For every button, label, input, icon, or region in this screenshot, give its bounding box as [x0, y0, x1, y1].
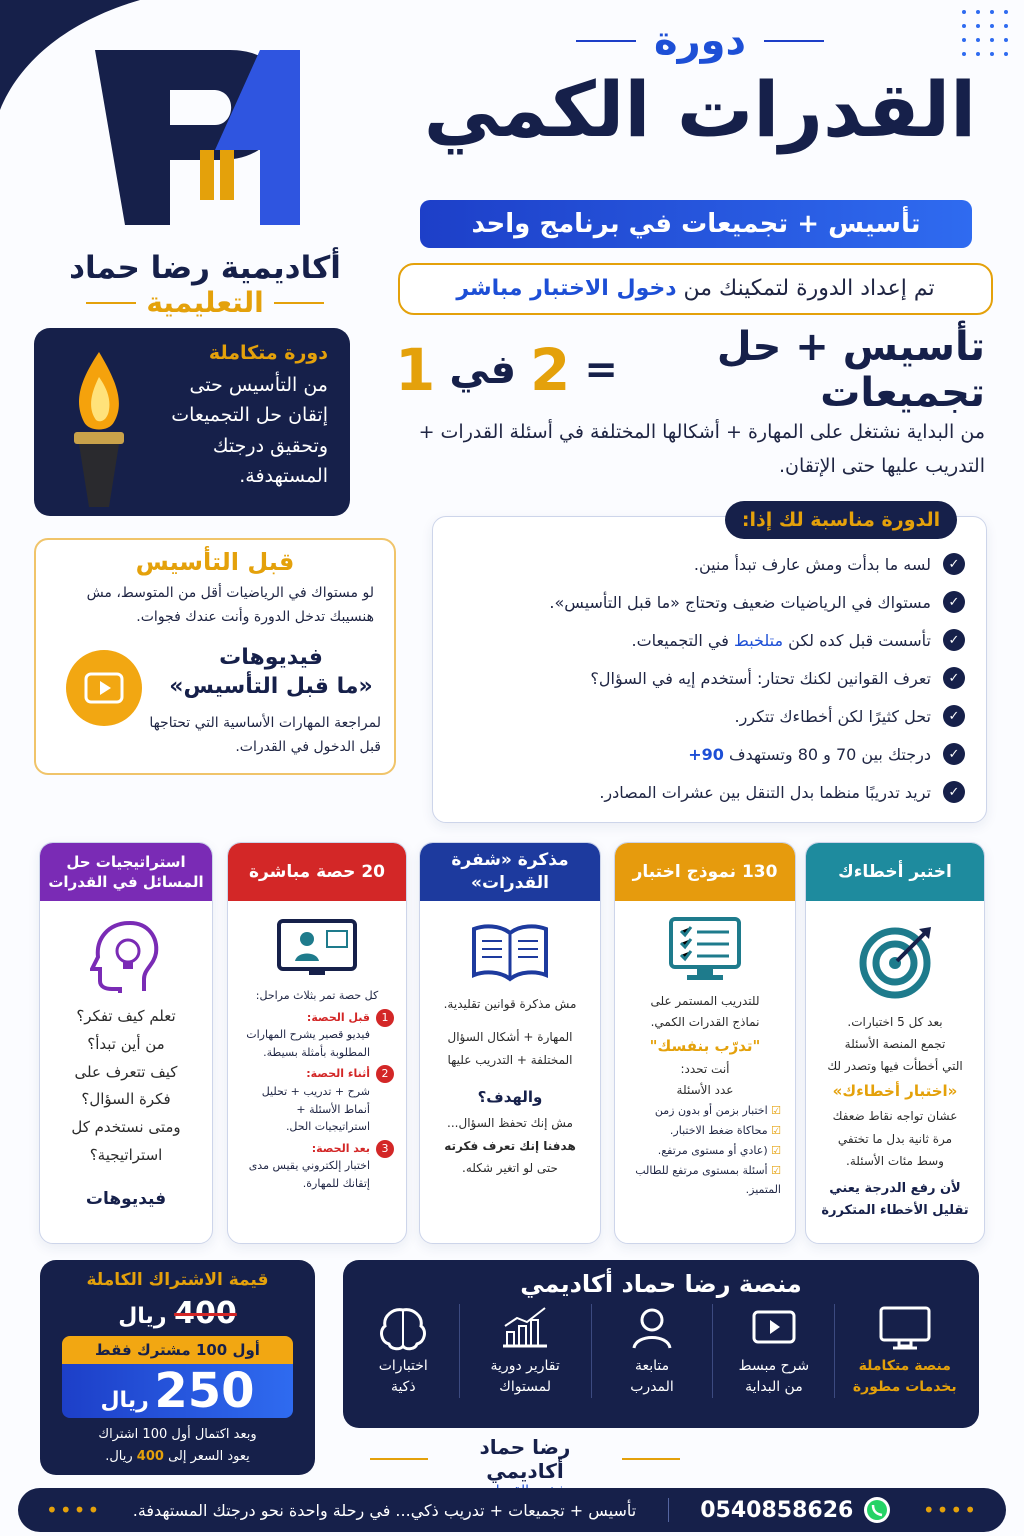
suitable-item: ✓ تعرف القوانين لكنك تحتار: أستخدم إيه في السؤال؟	[455, 659, 965, 697]
check-icon: ☑	[771, 1104, 781, 1118]
brand-subtitle: التعليمية	[60, 286, 350, 319]
equation-equals: =	[584, 347, 618, 393]
video-play-icon	[746, 1304, 802, 1352]
video-play-icon[interactable]	[64, 648, 144, 728]
course-title: القدرات الكمي	[423, 65, 977, 154]
complete-course-card	[34, 328, 350, 516]
pre-foundation-title: قبل التأسيس	[135, 548, 295, 576]
feature-title: اختبر أخطاءك	[806, 843, 984, 901]
check-icon: ✓	[943, 743, 965, 765]
brain-bulb-icon	[90, 919, 162, 995]
prep-highlight: دخول الاختبار مباشر	[456, 276, 677, 301]
feature-body: للتدريب المستمر على نماذج القدرات الكمي. "تدرّب بنفسك" أنت تحدد: عدد الأسئلة	[649, 994, 761, 1098]
offer-label: أول 100 مشترك فقط	[62, 1336, 293, 1364]
intro-text: من البداية نشتغل على المهارة + أشكالها المختلفة في أسئلة القدرات + التدريب عليها حتى الإتقان.	[418, 421, 985, 478]
course-word: دورة	[653, 18, 747, 64]
dots-decoration: ••••	[922, 1498, 978, 1522]
suitable-item: ✓ درجتك بين 70 و 80 وتستهدف +90	[455, 735, 965, 773]
suitable-title: الدورة مناسبة لك إذا:	[725, 501, 957, 539]
ai-brain-icon	[375, 1304, 431, 1352]
report-chart-icon	[497, 1304, 553, 1352]
feature-body: بعد كل 5 اختبارات. تجمع المنصة الأسئلة التي أخطأت فيها وتصدر لك «اختبار أخطاءك» عشان تواجه نقاط ضعفك مرة ثانية بدل ما تختفي وسط مئات الأسئلة. لأن رفع الدرجة يعني تقليل الأخطاء المتكررة	[821, 1015, 969, 1218]
old-price: 400 ريال	[118, 1296, 237, 1331]
new-price: 250 ريال	[62, 1364, 293, 1418]
tagline-banner: تأسيس + تجميعات في برنامج واحد	[420, 200, 972, 248]
check-icon: ☑	[771, 1163, 781, 1177]
platform-item: تقارير دورية لمستواك	[470, 1304, 580, 1398]
pre-foundation-card	[34, 538, 396, 775]
feature-body: مش مذكرة قوانين تقليدية. المهارة + أشكال السؤال المختلفة + التدريب عليها والهدف؟ مش إنك تحفظ السؤال... هدفنا إنك تعرف فكرته حتى لو اتغير شكله.	[443, 997, 577, 1176]
suitable-item: ✓ تأسست قبل كده لكن متلخبط في التجميعات.	[455, 621, 965, 659]
check-icon: ✓	[943, 705, 965, 727]
complete-course-line: وتحقيق درجتك	[212, 434, 328, 457]
feature-title: 130 نموذج اختبار	[615, 843, 795, 901]
pricing-card	[40, 1260, 315, 1475]
check-icon: ✓	[943, 629, 965, 651]
pricing-note: وبعد اكتمال أول 100 اشتراك يعود السعر إلى 400 ريال.	[98, 1427, 257, 1465]
whatsapp-icon	[863, 1496, 891, 1524]
feature-card-mistakes	[805, 842, 985, 1244]
pre-foundation-videos-desc: لمراجعة المهارات الأساسية التي تحتاجها قبل الدخول في القدرات.	[149, 715, 381, 755]
feature-card-live-classes	[227, 842, 407, 1244]
feature-body: تعلم كيف تفكر؟ من أين تبدأ؟ كيف تتعرف على فكرة السؤال؟ ومتى نستخدم كل استراتيجية؟ فيديوهات	[40, 1003, 212, 1215]
coach-icon	[624, 1304, 680, 1352]
equation-one: 1	[395, 336, 436, 404]
equation-in: في	[449, 347, 517, 393]
feature-card-strategies	[39, 842, 213, 1244]
suitable-item: ✓ تريد تدريبًا منظما بدل التنقل بين عشرات المصادر.	[455, 773, 965, 811]
complete-course-line: المستهدفة.	[239, 465, 328, 488]
complete-course-line: من التأسيس حتى	[189, 374, 328, 396]
feature-body: كل حصة تمر بثلاث مراحل: 1 قبل الحصة: فيديو قصير يشرح المهارات المطلوبة بأمثلة بسيطة. 2 أثناء الحصة: شرح + تدريب + تحليل أنماط الأسئلة + استراتيجيات الحل. 3 بعد الحصة: اختبار إلكتروني يقيس مدى إتقانك للمهارة.	[228, 987, 406, 1193]
equation	[395, 324, 985, 416]
check-icon: ☑	[771, 1143, 781, 1157]
pre-foundation-videos-title: فيديوهات «ما قبل التأسيس»	[169, 645, 373, 699]
check-icon: ☑	[771, 1124, 781, 1138]
platform-title: منصة رضا حماد أكاديمي	[520, 1270, 802, 1298]
platform-card	[343, 1260, 979, 1428]
complete-course-text	[128, 342, 328, 492]
phone-number: 0540858626	[700, 1497, 854, 1523]
book-icon	[470, 919, 550, 983]
feature-title: 20 حصة مباشرة	[228, 843, 406, 901]
phone-contact[interactable]	[700, 1496, 891, 1524]
suitable-item: ✓ مستواك في الرياضيات ضعيف وتحتاج «ما قبل التأسيس».	[455, 583, 965, 621]
prep-text: تم إعداد الدورة لتمكينك من	[683, 276, 935, 301]
feature-card-notes	[419, 842, 601, 1244]
platform-item: منصة متكاملة بخدمات مطورة	[846, 1304, 964, 1398]
target-icon	[855, 921, 935, 1001]
pre-foundation-desc: لو مستواك في الرياضيات أقل من المتوسط، مش هنسيبك تدخل الدورة وأنت عندك فجوات.	[86, 585, 374, 625]
suitable-item: ✓ تحل كثيرًا لكن أخطاءك تتكرر.	[455, 697, 965, 735]
platform-items	[343, 1304, 979, 1398]
dots-decoration: ••••	[46, 1498, 102, 1522]
feature-title: استراتيجيات حل المسائل في القدرات	[40, 843, 212, 901]
prep-banner	[398, 263, 993, 315]
feature-checks: ☑ اختبار بزمن أو بدون زمن ☑ محاكاة ضغط الاختبار. ☑ (عادي أو مستوى مرتفع. ☑ أسئلة بمستوى مرتفع للطالب المتميز.	[635, 1104, 781, 1197]
signature-name: رضا حماد أكاديمي	[479, 1435, 571, 1483]
check-icon: ✓	[943, 591, 965, 613]
check-icon: ✓	[943, 553, 965, 575]
complete-course-title: دورة متكاملة	[208, 342, 328, 364]
brand-logo	[60, 30, 350, 320]
live-class-icon	[275, 917, 359, 981]
complete-course-line: إتقان حل التجميعات	[171, 404, 328, 427]
course-header	[390, 18, 1010, 155]
monitor-icon	[877, 1304, 933, 1352]
pricing-title: قيمة الاشتراك الكاملة	[86, 1270, 269, 1290]
platform-item: اختبارات ذكية	[358, 1304, 448, 1398]
ph-logo-icon	[60, 30, 350, 240]
suitable-item: ✓ لسه ما بدأت ومش عارف تبدأ منين.	[455, 545, 965, 583]
strategies-videos-link[interactable]: فيديوهات	[85, 1188, 167, 1209]
footer-text: تأسيس + تجميعات + تدريب ذكي... في رحلة واحدة نحو درجتك المستهدفة.	[132, 1500, 637, 1520]
equation-two: 2	[530, 336, 571, 404]
equation-left: تأسيس + حل تجميعات	[716, 324, 985, 416]
suitable-list	[455, 545, 965, 811]
footer-bar	[18, 1488, 1006, 1532]
brand-name: أكاديمية رضا حماد	[69, 250, 341, 286]
platform-item: شرح مبسط من البداية	[724, 1304, 824, 1398]
check-icon: ✓	[943, 781, 965, 803]
check-icon: ✓	[943, 667, 965, 689]
feature-title: مذكرة «شفرة القدرات»	[420, 843, 600, 901]
checklist-icon	[667, 915, 743, 985]
platform-item: متابعة المدرب	[602, 1304, 702, 1398]
feature-card-mock-tests	[614, 842, 796, 1244]
